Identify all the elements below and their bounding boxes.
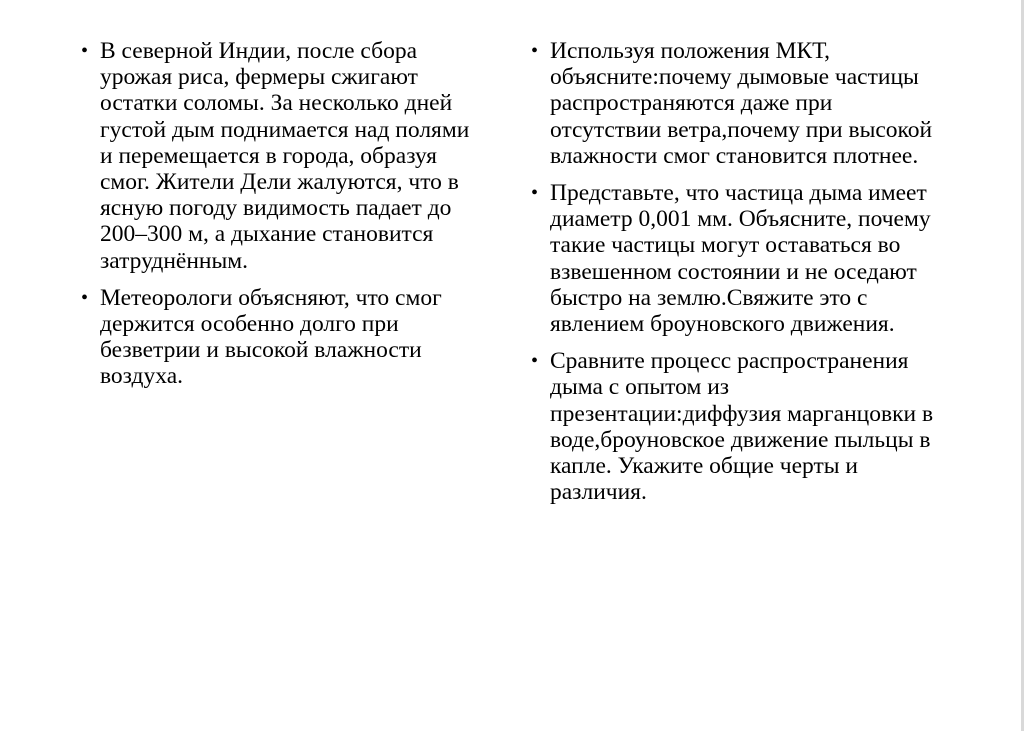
bullet-item <box>530 348 942 505</box>
bullet-item <box>530 180 942 337</box>
bullet-dot-icon: • <box>531 350 539 373</box>
bullet-dot-icon: • <box>531 40 539 62</box>
bullet-text: Представьте, что частица дыма имеет диаметр 0,001 мм. Объясните, почему такие частицы могут оставаться во взвешенном состоянии и не оседают быстро на землю.Свяжите это с явлением броуновского движения. <box>550 180 931 338</box>
bullet-text: Сравните процесс распространения дыма с опытом из презентации:диффузия марганцовки в воде,броуновское движение пыльцы в капле. Укажите общие черты и различия. <box>550 348 934 506</box>
bullet-text: В северной Индии, после сбора урожая риса, фермеры сжигают остатки соломы. За несколько дней густой дым поднимается над полями и перемещается в города, образуя смог. Жители Дели жалуются, что в ясную погоду видимость падает до 200–300 м, а дыхание становится затруднённым. <box>100 38 470 274</box>
bullet-dot-icon: • <box>531 182 539 205</box>
bullet-text: Используя положения МКТ, объясните:почему дымовые частицы распространяются даже при отсутствии ветра,почему при высокой влажности смог становится плотнее. <box>550 38 933 169</box>
bullet-item <box>80 38 480 274</box>
right-column <box>530 38 942 516</box>
bullet-item <box>530 38 942 169</box>
bullet-dot-icon: • <box>81 40 89 62</box>
bullet-text: Метеорологи объясняют, что смог держится особенно долго при безветрии и высокой влажности воздуха. <box>100 284 442 390</box>
bullet-dot-icon: • <box>81 286 89 309</box>
bullet-item <box>80 285 480 390</box>
left-column <box>80 38 480 401</box>
